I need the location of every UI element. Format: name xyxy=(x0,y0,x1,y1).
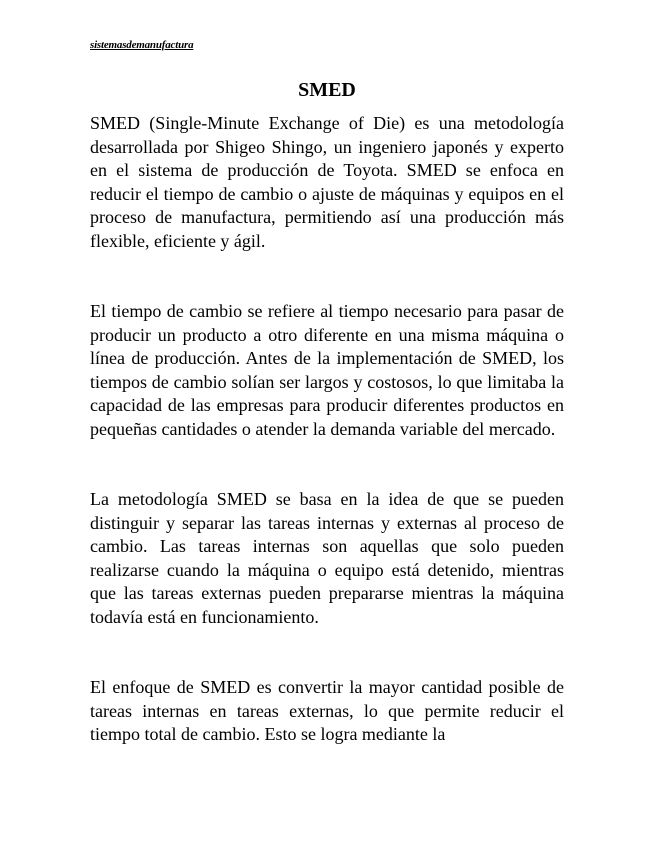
paragraph-smed-focus: El enfoque de SMED es convertir la mayor cantidad posible de tareas internas en tareas externas, lo que permite reducir el tiempo total de cambio. Esto se logra mediante la xyxy=(90,677,564,744)
paragraph-intro: SMED (Single-Minute Exchange of Die) es una metodología desarrollada por Shigeo Shingo, un ingeniero japonés y experto en el sistema de producción de Toyota. SMED se enfoca en reducir el tiempo de cambio o ajuste de máquinas y equipos en el proceso de manufactura, permitiendo así una producción más flexible, eficiente y ágil. xyxy=(90,113,564,251)
document-body xyxy=(90,112,564,747)
paragraph-internal-external-tasks: La metodología SMED se basa en la idea de que se pueden distinguir y separar las tareas internas y externas al proceso de cambio. Las tareas internas son aquellas que solo pueden realizarse cuando la máquina o equipo está detenido, mientras que las tareas externas pueden prepararse mientras la máquina todavía está en funcionamiento. xyxy=(90,489,564,627)
paragraph-changeover-time: El tiempo de cambio se refiere al tiempo necesario para pasar de producir un producto a otro diferente en una misma máquina o línea de producción. Antes de la implementación de SMED, los tiempos de cambio solían ser largos y costosos, lo que limitaba la capacidad de las empresas para producir diferentes productos en pequeñas cantidades o atender la demanda variable del mercado. xyxy=(90,301,564,439)
site-header-link[interactable]: sistemasdemanufactura xyxy=(90,39,194,51)
page-title: SMED xyxy=(298,79,356,101)
